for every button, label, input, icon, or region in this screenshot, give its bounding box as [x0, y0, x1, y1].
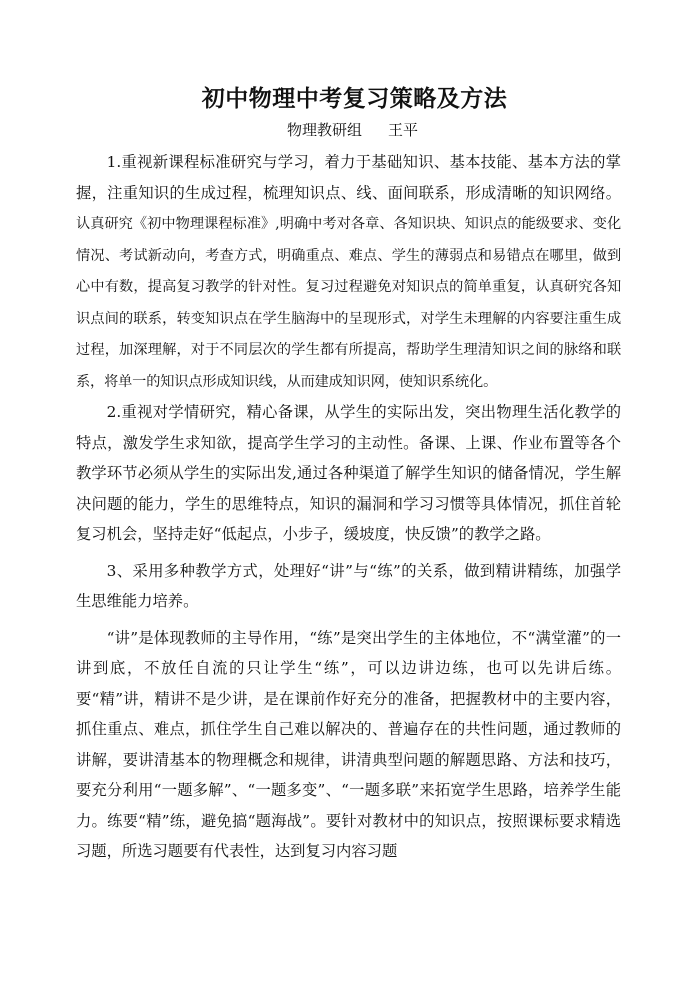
paragraph-1-lead: 1.重视新课程标准研究与学习，着力于基础知识、基本技能、基本方法的掌握，注重知识的生成过程，梳理知识点、线、面间联系，形成清晰的知识网络。 [76, 153, 621, 202]
byline-author: 王平 [388, 121, 419, 139]
paragraph-1-body: 认真研究《初中物理课程标准》,明确中考对各章、各知识块、知识点的能级要求、变化情况、考试新动向，考查方式，明确重点、难点、学生的薄弱点和易错点在哪里，做到心中有数，提高复习教学的针对性。复习过程避免对知识点的简单重复，认真研究各知识点间的联系，转变知识点在学生脑海中的呈现形式，对学生未理解的内容要注重生成过程，加深理解，对于不同层次的学生都有所提高，帮助学生理清知识之间的脉络和联系，将单一的知识点形成知识线，从而建成知识网，使知识系统化。 [76, 216, 621, 390]
paragraph-3: 3、采用多种教学方式，处理好“讲”与“练”的关系，做到精讲精练，加强学生思维能力培养。 [76, 561, 621, 610]
document-title: 初中物理中考复习策略及方法 [201, 85, 508, 112]
paragraph-1 [76, 147, 621, 397]
byline-group: 物理教研组 [286, 121, 362, 139]
paragraph-2: 2.重视对学情研究，精心备课，从学生的实际出发，突出物理生活化教学的特点，激发学生求知欲，提高学生学习的主动性。备课、上课、作业布置等各个教学环节必须从学生的实际出发,通过各种渠道了解学生知识的储备情况，学生解决问题的能力，学生的思维特点，知识的漏洞和学习习惯等具体情况，抓住首轮复习机会，坚持走好“低起点，小步子，缓坡度，快反馈”的教学之路。 [76, 403, 621, 543]
document-page [76, 82, 621, 867]
byline [76, 119, 621, 141]
paragraph-4: “讲”是体现教师的主导作用，“练”是突出学生的主体地位，不“满堂灌”的一讲到底，不放任自流的只让学生“练”，可以边讲边练，也可以先讲后练。要“精”讲，精讲不是少讲，是在课前作好充分的准备，把握教材中的主要内容，抓住重点、难点，抓住学生自己难以解决的、普遍存在的共性问题，通过教师的讲解，要讲清基本的物理概念和规律，讲清典型问题的解题思路、方法和技巧，要充分利用“一题多解”、“一题多变”、“一题多联”来拓宽学生思路，培养学生能力。练要“精”练，避免搞“题海战”。要针对教材中的知识点，按照课标要求精选习题，所选习题要有代表性，达到复习内容习题 [76, 628, 621, 860]
